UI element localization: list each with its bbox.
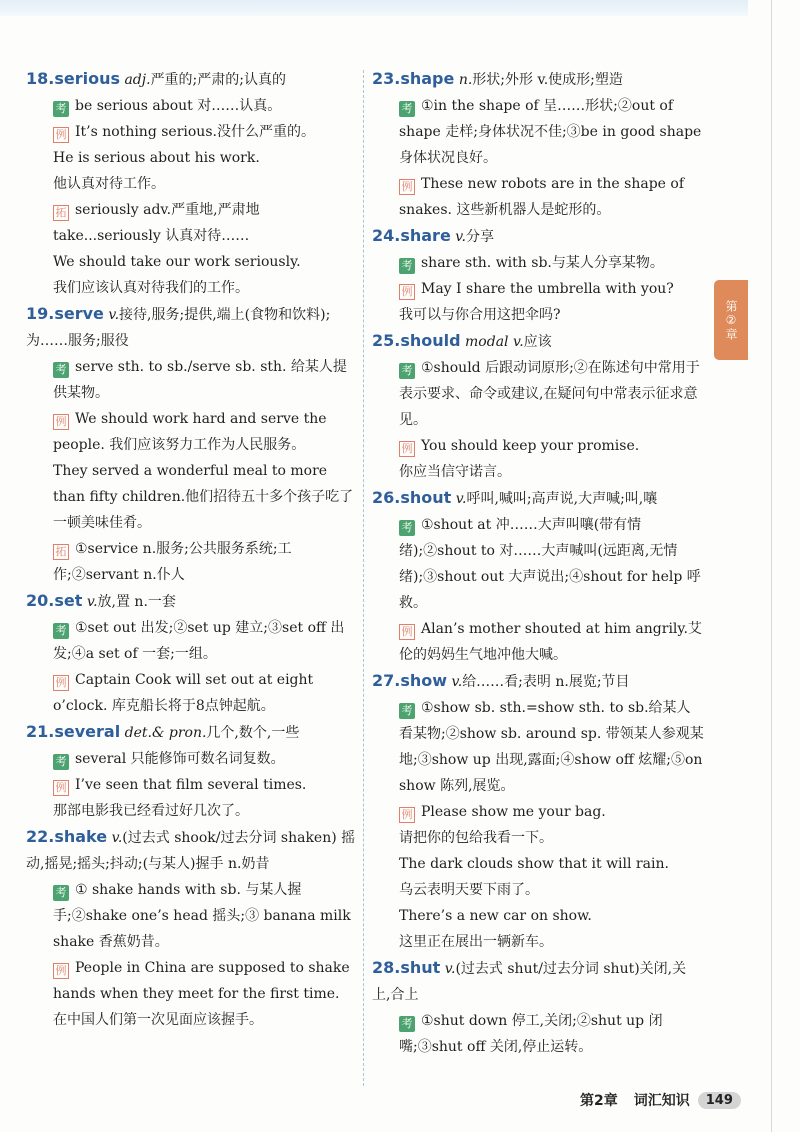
definition: 给……看;表明 n.展览;节目 [462,674,630,690]
entry-heading [372,955,704,1008]
vocab-entry [372,328,704,485]
line-text: 我们应该认真对待我们的工作。 [53,280,249,296]
line-text: These new robots are in the shape of snakes. 这些新机器人是蛇形的。 [399,176,685,218]
line-text: Alan’s mother shouted at him angrily.艾伦的妈妈生气地冲他大喊。 [399,621,702,663]
entry-line [26,275,358,301]
line-text: People in China are supposed to shake hands when they meet for the first time. [53,960,350,1002]
entry-line [372,616,704,668]
part-of-speech: n. [458,72,473,88]
exam-point-tag: 考 [399,363,415,379]
entry-line [26,667,358,719]
exam-point-tag: 考 [399,520,415,536]
headword: 24.share [372,226,451,245]
line-text: ①should 后跟动词原形;②在陈述句中常用于表示要求、命令或建议,在疑问句中常表示征求意见。 [399,360,700,428]
example-tag: 例 [53,127,69,143]
entry-line [26,119,358,145]
entry-heading [372,328,704,355]
part-of-speech: v. [444,961,456,977]
exam-point-tag: 考 [399,703,415,719]
line-text: 我可以与你合用这把伞吗? [399,307,561,323]
entry-line [26,171,358,197]
entry-line [372,1008,704,1060]
entry-line [372,512,704,616]
line-text: be serious about 对……认真。 [75,98,282,114]
entry-line [26,354,358,406]
definition: 严重的;严肃的;认真的 [150,72,286,88]
line-text: 这里正在展出一辆新车。 [399,934,553,950]
line-text: take...seriously 认真对待…… [53,228,250,244]
line-text: We should take our work seriously. [53,254,301,270]
part-of-speech: modal v. [465,334,524,350]
footer-chapter: 第2章 [580,1093,618,1109]
entry-line [372,851,704,877]
exam-point-tag: 考 [53,101,69,117]
exam-point-tag: 考 [53,885,69,901]
example-tag: 例 [399,441,415,457]
entry-line [372,433,704,459]
entry-line [26,615,358,667]
entry-line [372,799,704,825]
entry-line [26,955,358,1007]
entry-line [26,406,358,458]
vocab-entry [372,66,704,223]
example-tag: 例 [399,284,415,300]
top-color-band [0,0,748,16]
headword: 19.serve [26,304,104,323]
line-text: ① shake hands with sb. 与某人握手;②shake one’s head 摇头;③ banana milk shake 香蕉奶昔。 [53,882,351,950]
entry-line [26,746,358,772]
chapter-tab[interactable]: 第②章 [714,280,748,360]
line-text: share sth. with sb.与某人分享某物。 [421,255,664,271]
line-text: ①service n.服务;公共服务系统;工作;②servant n.仆人 [53,541,292,583]
example-tag: 例 [399,179,415,195]
entry-line [26,772,358,798]
line-text: I’ve seen that film several times. [75,777,307,793]
definition: 呼叫,喊叫;高声说,大声喊;叫,嚷 [466,491,658,507]
entry-line [26,458,358,536]
line-text: May I share the umbrella with you? [421,281,674,297]
vocab-entry [26,719,358,824]
line-text: Please show me your bag. [421,804,606,820]
definition: 应该 [523,334,552,350]
line-text: 他认真对待工作。 [53,176,165,192]
entry-line [372,355,704,433]
line-text: ①shout at 冲……大声叫嚷(带有情绪);②shout to 对……大声喊叫(远距离,无情绪);③shout out 大声说出;④shout for help 呼救。 [399,517,701,611]
entry-heading [372,485,704,512]
line-text: We should work hard and serve the people. 我们应该努力工作为人民服务。 [53,411,327,453]
entry-line [26,249,358,275]
headword: 27.show [372,671,448,690]
left-column [26,66,358,1033]
part-of-speech: det.& pron. [124,725,207,741]
entry-line [26,145,358,171]
line-text: serve sth. to sb./serve sb. sth. 给某人提供某物。 [53,359,347,401]
example-tag: 例 [399,624,415,640]
entry-line [372,250,704,276]
part-of-speech: v. [111,830,123,846]
definition: 接待,服务;提供,端上(食物和饮料);为……服务;服役 [26,307,331,349]
entry-line [26,93,358,119]
definition: 分享 [465,229,494,245]
entry-line [372,825,704,851]
entry-line [26,197,358,223]
entry-heading [372,66,704,93]
entry-line [26,536,358,588]
extension-tag: 拓 [53,544,69,560]
part-of-speech: v. [108,307,120,323]
definition: 形状;外形 v.使成形;塑造 [472,72,623,88]
line-text: 在中国人们第一次见面应该握手。 [53,1012,263,1028]
entry-line [372,302,704,328]
vocab-entry [372,668,704,955]
exam-point-tag: 考 [53,623,69,639]
entry-line [26,877,358,955]
line-text: several 只能修饰可数名词复数。 [75,751,285,767]
extension-tag: 拓 [53,205,69,221]
line-text: They served a wonderful meal to more than fifty children.他们招待五十多个孩子吃了一顿美味佳肴。 [53,463,354,531]
headword: 21.several [26,722,121,741]
entry-line [372,929,704,955]
entry-line [26,1007,358,1033]
example-tag: 例 [53,675,69,691]
footer-section: 词汇知识 [633,1093,690,1109]
entry-line [372,171,704,223]
definition: 几个,数个,一些 [206,725,300,741]
entry-heading [26,719,358,746]
line-text: seriously adv.严重地,严肃地 [75,202,260,218]
line-text: It’s nothing serious.没什么严重的。 [75,124,315,140]
headword: 26.shout [372,488,452,507]
entry-line [372,903,704,929]
line-text: Captain Cook will set out at eight o’clock. 库克船长将于8点钟起航。 [53,672,314,714]
line-text: ①shut down 停工,关闭;②shut up 闭嘴;③shut off 关闭,停止运转。 [399,1013,663,1055]
headword: 22.shake [26,827,108,846]
vocab-entry [26,66,358,301]
part-of-speech: v. [451,674,463,690]
headword: 23.shape [372,69,455,88]
definition: (过去式 shook/过去分词 shaken) 摇动,摇晃;摇头;抖动;(与某人)握手 n.奶昔 [26,830,356,872]
page-edge-line [771,0,772,1132]
page-number: 149 [698,1092,741,1109]
exam-point-tag: 考 [53,754,69,770]
line-text: 那部电影我已经看过好几次了。 [53,803,249,819]
entry-line [372,695,704,799]
vocab-entry [372,955,704,1060]
line-text: There’s a new car on show. [399,908,592,924]
vocab-entry [372,485,704,668]
example-tag: 例 [53,780,69,796]
vocab-entry [26,301,358,588]
part-of-speech: v. [455,229,466,245]
headword: 18.serious [26,69,120,88]
vocab-entry [26,824,358,1033]
exam-point-tag: 考 [53,362,69,378]
example-tag: 例 [53,963,69,979]
part-of-speech: v. [455,491,467,507]
headword: 20.set [26,591,83,610]
headword: 28.shut [372,958,441,977]
line-text: 你应当信守诺言。 [399,464,511,480]
definition: 放,置 n.一套 [97,594,176,610]
line-text: ①set out 出发;②set up 建立;③set off 出发;④a set of 一套;一组。 [53,620,345,662]
part-of-speech: v. [86,594,98,610]
entry-heading [26,66,358,93]
vocab-entry [26,588,358,719]
headword: 25.should [372,331,461,350]
page-footer [580,1090,741,1110]
line-text: You should keep your promise. [421,438,640,454]
line-text: ①show sb. sth.=show sth. to sb.给某人看某物;②show sb. around sp. 带领某人参观某地;③show up 出现,露面;④show off 炫耀;⑤on show 陈列,展览。 [399,700,704,794]
exam-point-tag: 考 [399,101,415,117]
exam-point-tag: 考 [399,258,415,274]
right-column [372,66,704,1060]
definition: (过去式 shut/过去分词 shut)关闭,关上,合上 [372,961,687,1003]
line-text: 乌云表明天要下雨了。 [399,882,539,898]
entry-heading [26,824,358,877]
column-divider [363,70,364,1086]
line-text: He is serious about his work. [53,150,260,166]
vocab-entry [372,223,704,328]
entry-line [372,459,704,485]
entry-line [26,223,358,249]
entry-line [372,276,704,302]
entry-heading [26,588,358,615]
entry-heading [372,668,704,695]
part-of-speech: adj. [124,72,151,88]
entry-heading [372,223,704,250]
entry-line [372,93,704,171]
entry-heading [26,301,358,354]
exam-point-tag: 考 [399,1016,415,1032]
entry-line [26,798,358,824]
line-text: 请把你的包给我看一下。 [399,830,553,846]
example-tag: 例 [399,807,415,823]
entry-line [372,877,704,903]
example-tag: 例 [53,414,69,430]
line-text: ①in the shape of 呈……形状;②out of shape 走样;身体状况不佳;③be in good shape 身体状况良好。 [399,98,702,166]
line-text: The dark clouds show that it will rain. [399,856,669,872]
